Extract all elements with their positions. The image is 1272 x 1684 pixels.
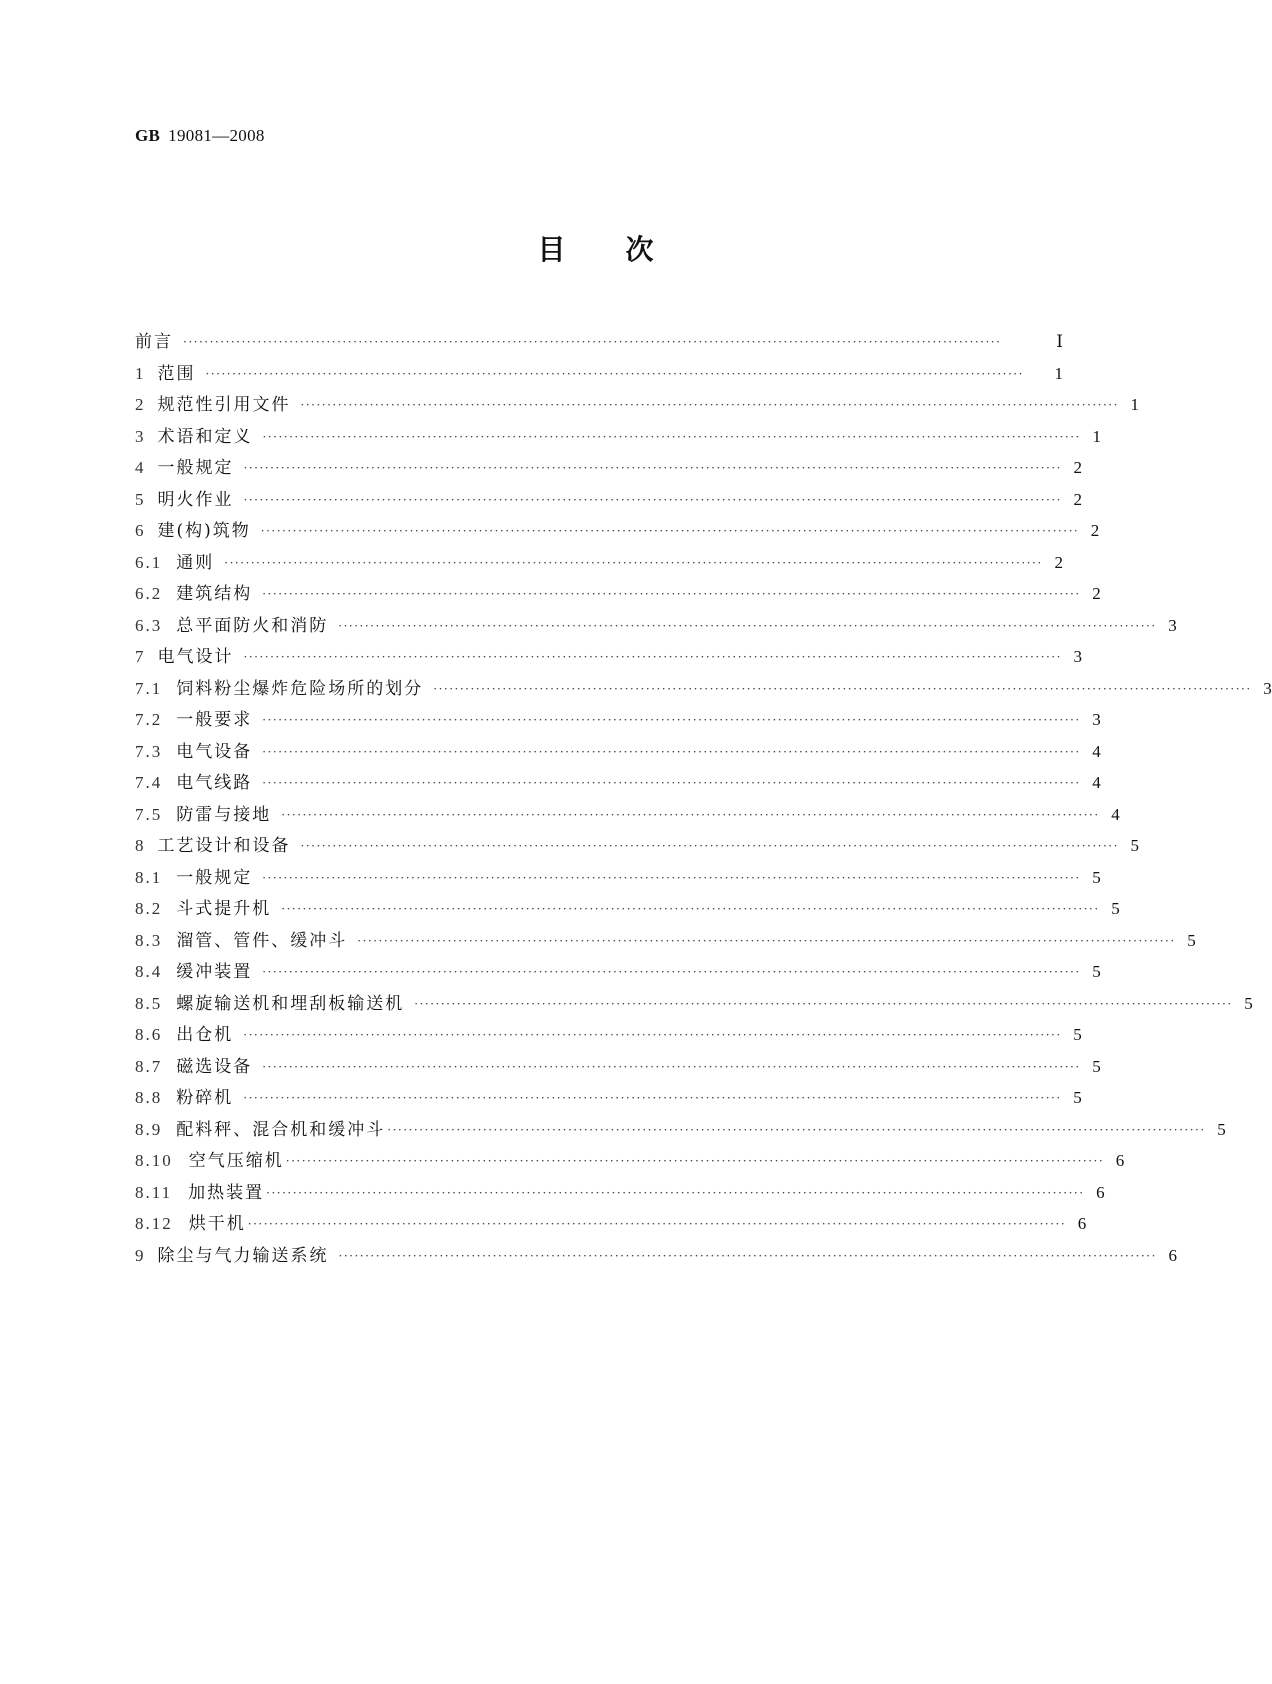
toc-entry-label: 总平面防火和消防: [176, 615, 329, 636]
toc-entry-label: 配料秤、混合机和缓冲斗: [176, 1119, 386, 1140]
toc-entry-6-2[interactable]: [135, 578, 1101, 610]
toc-entry-label: 电气线路: [176, 773, 253, 793]
toc-leader-dots: ··························································································································································: [243, 461, 1062, 475]
toc-entry-label: 电气设计: [157, 647, 234, 667]
toc-entry-page: 2: [1092, 584, 1101, 603]
toc-entry-page: 5: [1217, 1119, 1226, 1139]
toc-entry-number: 6.1: [135, 552, 163, 572]
toc-entry-label: 明火作业: [157, 489, 234, 510]
toc-entry-page: 4: [1092, 773, 1101, 792]
toc-leader-dots: ··························································································································································: [338, 618, 1157, 633]
toc-title: 目次: [537, 233, 714, 266]
toc-entry-8-12[interactable]: [135, 1208, 1087, 1240]
toc-entry-label: 范围: [157, 363, 196, 384]
toc-entry-8-10[interactable]: [135, 1145, 1125, 1177]
toc-leader-dots: ··························································································································································: [183, 335, 1002, 349]
toc-entry-page: 3: [1263, 678, 1272, 698]
toc-leader-dots: ··························································································································································: [266, 1185, 1085, 1200]
toc-entry-number: 4: [135, 458, 146, 477]
toc-entry-7-5[interactable]: [135, 799, 1120, 831]
toc-entry-number: 6.3: [135, 615, 163, 635]
toc-entry-number: 9: [135, 1245, 146, 1265]
toc-entry-page: 3: [1168, 615, 1177, 635]
toc-entry-label: 磁选设备: [176, 1056, 253, 1077]
toc-entry-number: 6.2: [135, 584, 163, 603]
toc-leader-dots: ··························································································································································: [300, 839, 1119, 853]
toc-leader-dots: ··························································································································································: [262, 744, 1081, 759]
toc-entry-page: 5: [1130, 836, 1139, 855]
toc-entry-6-1[interactable]: [135, 547, 1063, 579]
toc-entry-8-6[interactable]: [135, 1019, 1082, 1051]
toc-entry-label: 斗式提升机: [176, 899, 272, 919]
toc-entry-label: 烘干机: [188, 1214, 246, 1234]
toc-entry-number: 7.1: [135, 678, 163, 698]
toc-leader-dots: ··························································································································································: [205, 366, 1024, 381]
toc-entry-page: 2: [1090, 521, 1100, 540]
toc-entry-7-2[interactable]: [135, 704, 1101, 736]
toc-entry-number: 8: [135, 836, 146, 855]
toc-entry-8-11[interactable]: [135, 1177, 1105, 1209]
toc-entry-page: 1: [1130, 395, 1139, 414]
toc-leader-dots: ··························································································································································: [243, 492, 1062, 507]
toc-entry-page: 6: [1168, 1245, 1177, 1265]
toc-leader-dots: ··························································································································································: [243, 1091, 1062, 1105]
toc-entry-number: 8.10: [135, 1151, 173, 1170]
toc-entry-page: 5: [1244, 993, 1253, 1013]
toc-entry-number: 8.9: [135, 1119, 163, 1139]
toc-entry-8[interactable]: [135, 830, 1139, 862]
toc-entry-2[interactable]: [135, 389, 1139, 421]
toc-entry-label: 除尘与气力输送系统: [157, 1245, 329, 1266]
toc-leader-dots: ··························································································································································: [433, 681, 1252, 696]
toc-leader-dots: ··························································································································································: [387, 1122, 1206, 1137]
toc-entry-page: 5: [1092, 962, 1101, 981]
toc-entry-8-2[interactable]: [135, 893, 1120, 925]
toc-entry-number: 5: [135, 489, 146, 509]
toc-entry-7-3[interactable]: [135, 736, 1101, 768]
toc-entry-page: 5: [1092, 1056, 1101, 1076]
toc-entry-page: 5: [1187, 930, 1196, 950]
toc-entry-number: 6: [135, 521, 146, 540]
toc-entry-page: 5: [1111, 899, 1120, 918]
toc-entry-number: 8.5: [135, 993, 163, 1013]
toc-entry-number: 8.12: [135, 1214, 173, 1233]
toc-entry-label: 加热装置: [188, 1182, 265, 1203]
toc-entry-5[interactable]: [135, 484, 1082, 516]
toc-entry-8-1[interactable]: [135, 862, 1101, 894]
toc-entry-page: 4: [1111, 804, 1120, 824]
toc-entry-8-8[interactable]: [135, 1082, 1082, 1114]
toc-entry-number: 8.6: [135, 1025, 163, 1044]
toc-entry-page: 6: [1096, 1182, 1105, 1202]
toc-leader-dots: ··························································································································································: [262, 776, 1081, 790]
toc-entry-number: 7.2: [135, 710, 163, 729]
toc-leader-dots: ··························································································································································: [247, 1217, 1067, 1231]
toc-entry-8-4[interactable]: [135, 956, 1101, 988]
toc-entry-number: 8.11: [135, 1182, 173, 1202]
toc-entry-label: 螺旋输送机和埋刮板输送机: [176, 993, 405, 1014]
toc-leader-dots: ··························································································································································: [262, 1059, 1081, 1074]
toc-entry-number: 8.7: [135, 1056, 163, 1076]
toc-entry-label: 通则: [176, 552, 215, 573]
toc-entry-label: 一般要求: [176, 710, 253, 730]
toc-entry-page: 3: [1073, 647, 1082, 666]
toc-entry-1[interactable]: [135, 358, 1063, 390]
toc-entry-number: 2: [135, 395, 146, 414]
toc-leader-dots: ··························································································································································: [281, 807, 1100, 822]
toc-entry-label: 一般规定: [176, 867, 253, 888]
toc-entry-label: 饲料粉尘爆炸危险场所的划分: [176, 678, 424, 699]
standard-prefix: GB: [135, 126, 161, 145]
toc-entry-6-3[interactable]: [135, 610, 1177, 642]
toc-entry-number: 3: [135, 426, 146, 446]
toc-entry-page: 6: [1115, 1151, 1125, 1170]
toc-entry-label: 工艺设计和设备: [157, 836, 291, 856]
toc-leader-dots: ··························································································································································: [262, 587, 1081, 601]
toc-entry-number: 8.3: [135, 930, 163, 950]
toc-leader-dots: ··························································································································································: [262, 713, 1081, 727]
toc-leader-dots: ··························································································································································: [260, 524, 1080, 538]
toc-entry-number: 8.4: [135, 962, 163, 981]
toc-leader-dots: ··························································································································································: [224, 555, 1043, 570]
toc-leader-dots: ··························································································································································: [262, 965, 1081, 979]
toc-entry-label: 一般规定: [157, 458, 234, 478]
toc-entry-number: 7.5: [135, 804, 163, 824]
toc-entry-number: 7.3: [135, 741, 163, 761]
toc-entry-8-5[interactable]: [135, 988, 1253, 1020]
toc-entry-7-1[interactable]: [135, 673, 1272, 705]
toc-entry-page: 2: [1073, 489, 1082, 509]
toc-entry-8-7[interactable]: [135, 1051, 1101, 1083]
toc-leader-dots: ··························································································································································: [262, 429, 1081, 444]
toc-entry-page: 4: [1092, 741, 1101, 761]
toc-entry-9[interactable]: [135, 1240, 1177, 1272]
toc-entry-label: 电气设备: [176, 741, 253, 762]
toc-entry-6[interactable]: [135, 515, 1100, 547]
toc-entry-label: 缓冲装置: [176, 962, 253, 982]
toc-entry-label: 防雷与接地: [176, 804, 272, 825]
toc-entry-label: 空气压缩机: [188, 1151, 284, 1171]
toc-entry-label: 溜管、管件、缓冲斗: [176, 930, 348, 951]
toc-leader-dots: ··························································································································································: [285, 1154, 1105, 1168]
toc-leader-dots: ··························································································································································: [338, 1248, 1157, 1263]
toc-entry-4[interactable]: [135, 452, 1082, 484]
toc-entry-8-3[interactable]: [135, 925, 1196, 957]
toc-entry-foreword[interactable]: [135, 326, 1063, 358]
toc-entry-8-9[interactable]: [135, 1114, 1226, 1146]
toc-entry-page: 2: [1054, 552, 1063, 572]
toc-entry-number: 8.1: [135, 867, 163, 887]
toc-entry-page: 5: [1073, 1088, 1082, 1107]
toc-entry-page: 2: [1073, 458, 1082, 477]
toc-leader-dots: ··························································································································································: [262, 870, 1081, 885]
toc-entry-7-4[interactable]: [135, 767, 1101, 799]
toc-entry-page: 5: [1092, 867, 1101, 887]
standard-number: [135, 126, 265, 146]
toc-leader-dots: ··························································································································································: [300, 398, 1119, 412]
toc-entry-number: 8.8: [135, 1088, 163, 1107]
toc-entry-label: 前言: [135, 332, 173, 352]
toc-entry-page: Ⅰ: [1056, 332, 1063, 351]
toc-entry-label: 粉碎机: [176, 1088, 234, 1108]
table-of-contents: [135, 326, 1272, 1271]
toc-leader-dots: ··························································································································································: [414, 996, 1233, 1011]
toc-entry-page: 1: [1054, 363, 1063, 383]
toc-entry-label: 规范性引用文件: [157, 395, 291, 415]
toc-entry-number: 7: [135, 647, 146, 666]
toc-entry-3[interactable]: [135, 421, 1101, 453]
toc-entry-number: 1: [135, 363, 146, 383]
toc-leader-dots: ··························································································································································: [243, 650, 1062, 664]
toc-entry-number: 8.2: [135, 899, 163, 918]
toc-leader-dots: ··························································································································································: [243, 1028, 1062, 1042]
toc-entry-label: 术语和定义: [157, 426, 253, 447]
standard-code: 19081—2008: [168, 126, 265, 145]
toc-entry-7[interactable]: [135, 641, 1082, 673]
toc-leader-dots: ··························································································································································: [281, 902, 1100, 916]
toc-entry-page: 1: [1092, 426, 1101, 446]
toc-entry-page: 5: [1073, 1025, 1082, 1044]
toc-entry-label: 出仓机: [176, 1025, 234, 1045]
toc-entry-label: 建筑结构: [176, 584, 253, 604]
toc-entry-label: 建(构)筑物: [157, 521, 251, 541]
toc-leader-dots: ··························································································································································: [357, 933, 1176, 948]
toc-entry-page: 6: [1077, 1214, 1087, 1233]
toc-entry-number: 7.4: [135, 773, 163, 792]
toc-entry-page: 3: [1092, 710, 1101, 729]
